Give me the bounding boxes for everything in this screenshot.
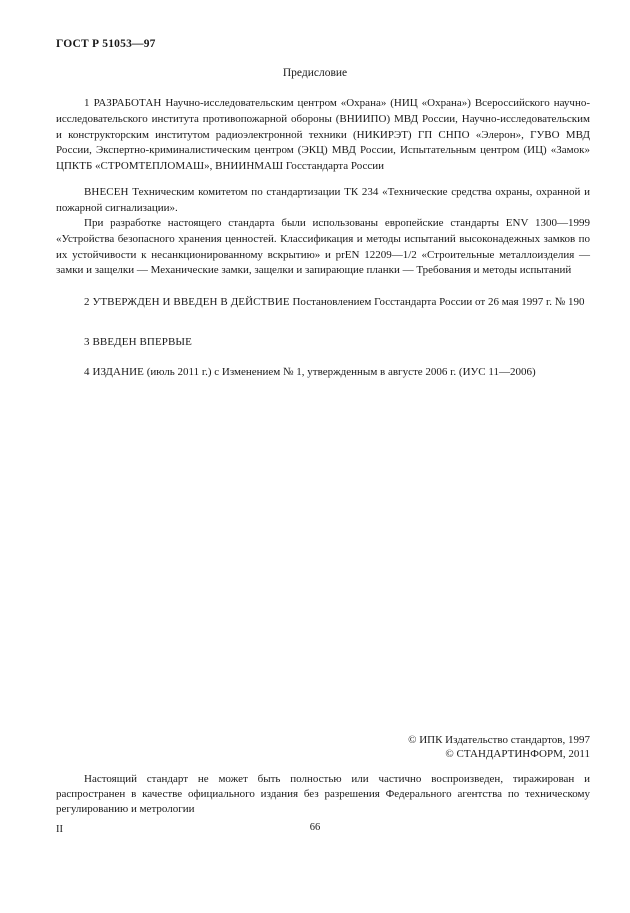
paragraph-sources <box>56 216 590 279</box>
copyright-line: © ИПК Издательство стандартов, 1997 <box>408 734 590 746</box>
reproduction-notice: Настоящий стандарт не может быть полностью или частично воспроизведен, тиражирован и распространен в качестве официального издания без разрешения Федерального агентства по техническому регулированию и метрологии <box>56 773 590 815</box>
paragraph-lead: ВНЕСЕН <box>84 186 129 198</box>
paragraph-text: При разработке настоящего стандарта были использованы европейские стандарты ENV 1300—1999 «Устройства безопасного хранения ценностей. Классификация и методы испытаний высоконадежных замков по их устойчивости к несанкционированному вскрытию» и prEN 12209—1/2 «Строительные металлоизделия — замки и защелки — Механические замки, защелки и запирающие планки — Требования и методы испытаний <box>56 217 590 277</box>
paragraph-developed <box>56 96 590 175</box>
page-title: Предисловие <box>282 67 348 79</box>
copyright-block <box>408 733 590 761</box>
paragraph-introduced <box>56 185 590 217</box>
paragraph-text: Техническим комитетом по стандартизации ТК 234 «Технические средства охраны, охранной и пожарной сигнализации». <box>56 186 590 214</box>
copyright-line: © СТАНДАРТИНФОРМ, 2011 <box>445 748 590 760</box>
paragraph-lead: 3 ВВЕДЕН ВПЕРВЫЕ <box>84 336 192 348</box>
paragraph-lead: 2 УТВЕРЖДЕН И ВВЕДЕН В ДЕЙСТВИЕ <box>84 296 290 308</box>
paragraph-approved <box>56 295 590 311</box>
paragraph-text: Научно-исследовательским центром «Охрана» (НИЦ «Охрана») Всероссийского научно-исследовательского института противопожарной обороны (ВНИИПО) МВД России, Научно-исследовательским и конструкторским институтом радиоэлектронной техники (НИКИРЭТ) ГП СНПО «Элерон», ГУВО МВД России, Экспертно-криминалистическим центром (ЭКЦ) МВД России, Испытательным центром (ИЦ) «Замок» ЦПКТБ «СТРОМТЕПЛОМАШ», ВНИИНМАШ Госстандарта России <box>56 97 590 173</box>
paragraph-text: (июль 2011 г.) с Изменением № 1, утвержденным в августе 2006 г. (ИУС 11—2006) <box>144 366 536 378</box>
standard-code: ГОСТ Р 51053—97 <box>56 38 156 50</box>
paragraph-edition <box>56 365 590 381</box>
paragraph-lead: 4 ИЗДАНИЕ <box>84 366 144 378</box>
paragraph-lead: 1 РАЗРАБОТАН <box>84 97 162 109</box>
paragraph-first-introduced <box>56 335 590 351</box>
roman-page-number: II <box>56 824 63 835</box>
paragraph-text: Постановлением Госстандарта России от 26 мая 1997 г. № 190 <box>289 296 585 308</box>
page-number: 66 <box>309 822 321 833</box>
